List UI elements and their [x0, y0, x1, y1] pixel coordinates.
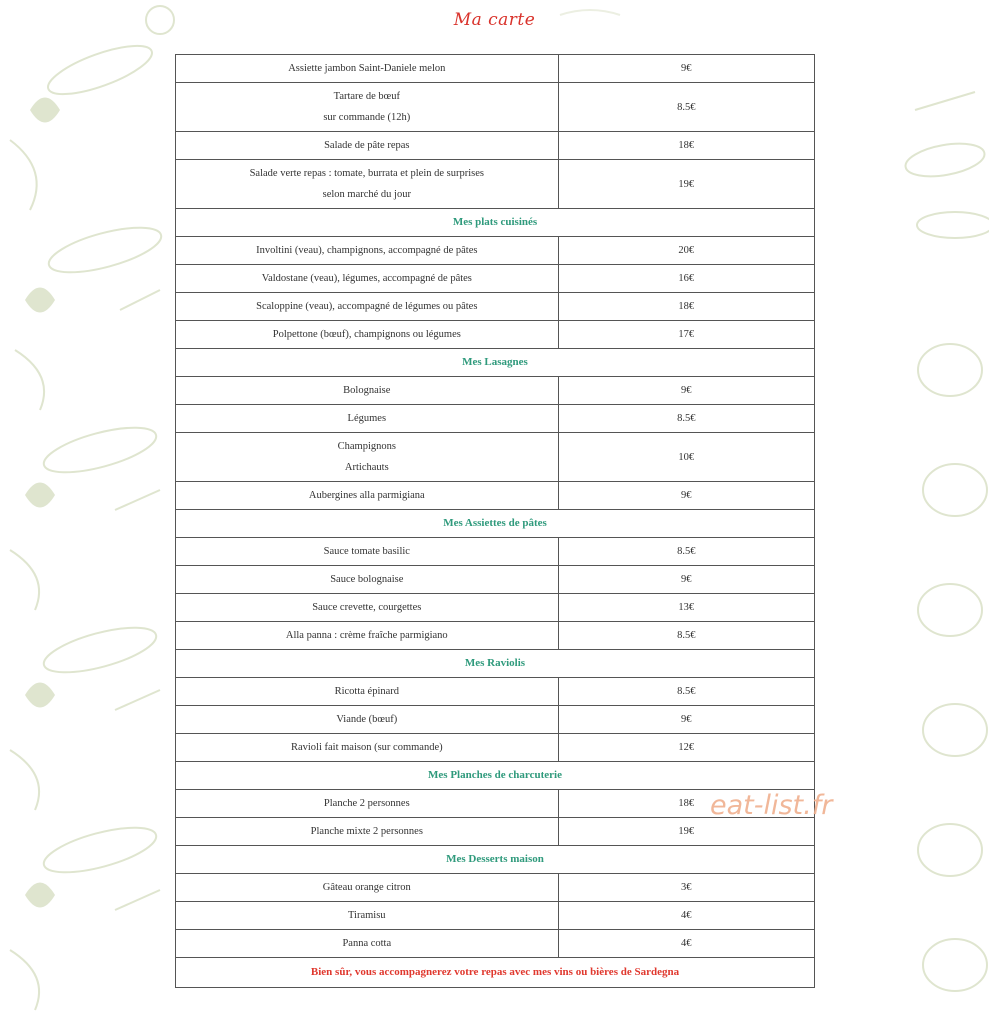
dish-name: [176, 433, 559, 482]
dish-name: [176, 83, 559, 132]
section-header-row: [176, 209, 815, 237]
dish-name-line: Polpettone (bœuf), champignons ou légumes: [272, 329, 461, 340]
menu-item-row: [176, 930, 815, 958]
menu-item-row: [176, 55, 815, 83]
dish-name: [176, 874, 559, 902]
dish-name-line: Champignons: [337, 441, 396, 452]
menu-item-row: [176, 433, 815, 482]
footer-note: Bien sûr, vous accompagnerez votre repas avec mes vins ou bières de Sardegna: [176, 958, 815, 988]
dish-price: 8.5€: [558, 622, 814, 650]
dish-name-line: Sauce tomate basilic: [323, 546, 410, 557]
section-header: Mes Assiettes de pâtes: [176, 510, 815, 538]
section-header-row: [176, 762, 815, 790]
menu-item-row: [176, 818, 815, 846]
section-header-row: [176, 650, 815, 678]
menu-item-row: [176, 83, 815, 132]
dish-name-line: Planche mixte 2 personnes: [310, 826, 423, 837]
dish-name-line: Scaloppine (veau), accompagné de légumes ou pâtes: [256, 301, 478, 312]
dish-name: [176, 55, 559, 83]
menu-item-row: [176, 237, 815, 265]
dish-name: [176, 790, 559, 818]
dish-name: [176, 405, 559, 433]
dish-price: 9€: [558, 377, 814, 405]
section-header: Mes plats cuisinés: [176, 209, 815, 237]
dish-name-line: Valdostane (veau), légumes, accompagné de pâtes: [261, 273, 472, 284]
section-header: Mes Planches de charcuterie: [176, 762, 815, 790]
menu-item-row: [176, 566, 815, 594]
dish-price: 9€: [558, 482, 814, 510]
menu-item-row: [176, 874, 815, 902]
menu-item-row: [176, 678, 815, 706]
dish-name-line: Alla panna : crème fraîche parmigiano: [285, 630, 448, 641]
dish-name: [176, 622, 559, 650]
dish-name-line: Salade de pâte repas: [324, 140, 410, 151]
dish-name-line: selon marché du jour: [322, 189, 411, 200]
dish-name: [176, 482, 559, 510]
dish-name: [176, 293, 559, 321]
menu-item-row: [176, 622, 815, 650]
dish-price: 18€: [558, 293, 814, 321]
menu-item-row: [176, 538, 815, 566]
dish-name-line: Ricotta épinard: [334, 686, 400, 697]
menu-item-row: [176, 321, 815, 349]
dish-name: [176, 377, 559, 405]
dish-name-line: Sauce crevette, courgettes: [312, 602, 422, 613]
dish-name-line: Tiramisu: [348, 910, 386, 921]
dish-name-line: Planche 2 personnes: [323, 798, 410, 809]
dish-name: [176, 321, 559, 349]
page-title: Ma carte: [453, 10, 536, 30]
dish-price: 18€: [558, 132, 814, 160]
dish-name-line: Aubergines alla parmigiana: [308, 490, 425, 501]
dish-name-line: Salade verte repas : tomate, burrata et plein de surprises: [249, 168, 484, 179]
menu-item-row: [176, 706, 815, 734]
dish-name-line: Assiette jambon Saint-Daniele melon: [288, 63, 446, 74]
dish-name: [176, 734, 559, 762]
dish-name: [176, 706, 559, 734]
dish-name: [176, 132, 559, 160]
menu-item-row: [176, 160, 815, 209]
dish-price: 8.5€: [558, 538, 814, 566]
section-header-row: [176, 510, 815, 538]
dish-name: [176, 265, 559, 293]
dish-price: 16€: [558, 265, 814, 293]
dish-name: [176, 930, 559, 958]
menu-item-row: [176, 132, 815, 160]
dish-price: 19€: [558, 160, 814, 209]
footer-note-row: [176, 958, 815, 988]
section-header: Mes Desserts maison: [176, 846, 815, 874]
dish-name-line: Ravioli fait maison (sur commande): [290, 742, 443, 753]
dish-name: [176, 678, 559, 706]
menu-item-row: [176, 594, 815, 622]
menu-item-row: [176, 377, 815, 405]
dish-name: [176, 237, 559, 265]
watermark: eat-list.fr: [710, 790, 833, 821]
dish-name-line: sur commande (12h): [323, 112, 411, 123]
menu-item-row: [176, 734, 815, 762]
dish-name: [176, 566, 559, 594]
section-header-row: [176, 349, 815, 377]
dish-name: [176, 902, 559, 930]
dish-name-line: Gâteau orange citron: [322, 882, 411, 893]
dish-name-line: Involtini (veau), champignons, accompagné de pâtes: [256, 245, 478, 256]
dish-price: 13€: [558, 594, 814, 622]
dish-price: 12€: [558, 734, 814, 762]
dish-name: [176, 818, 559, 846]
dish-name-line: Sauce bolognaise: [330, 574, 404, 585]
section-header-row: [176, 846, 815, 874]
section-header: Mes Raviolis: [176, 650, 815, 678]
dish-name-line: Viande (bœuf): [336, 714, 398, 725]
dish-price: 9€: [558, 566, 814, 594]
dish-name-line: Tartare de bœuf: [333, 91, 400, 102]
menu-item-row: [176, 293, 815, 321]
menu-item-row: [176, 902, 815, 930]
dish-name-line: Artichauts: [344, 462, 389, 473]
dish-name-line: Bolognaise: [343, 385, 391, 396]
dish-name: [176, 160, 559, 209]
dish-price: 4€: [558, 930, 814, 958]
dish-price: 10€: [558, 433, 814, 482]
dish-price: 9€: [558, 55, 814, 83]
dish-price: 3€: [558, 874, 814, 902]
dish-name: [176, 538, 559, 566]
dish-price: 17€: [558, 321, 814, 349]
menu-item-row: [176, 482, 815, 510]
dish-price: 20€: [558, 237, 814, 265]
dish-price: 18€: [558, 790, 814, 818]
dish-price: 8.5€: [558, 83, 814, 132]
dish-name-line: Panna cotta: [342, 938, 392, 949]
dish-price: 8.5€: [558, 405, 814, 433]
menu-item-row: [176, 265, 815, 293]
dish-price: 19€: [558, 818, 814, 846]
dish-name: [176, 594, 559, 622]
menu-table: [175, 54, 815, 988]
dish-name-line: Légumes: [347, 413, 387, 424]
menu-item-row: [176, 405, 815, 433]
dish-price: 9€: [558, 706, 814, 734]
dish-price: 8.5€: [558, 678, 814, 706]
dish-price: 4€: [558, 902, 814, 930]
section-header: Mes Lasagnes: [176, 349, 815, 377]
